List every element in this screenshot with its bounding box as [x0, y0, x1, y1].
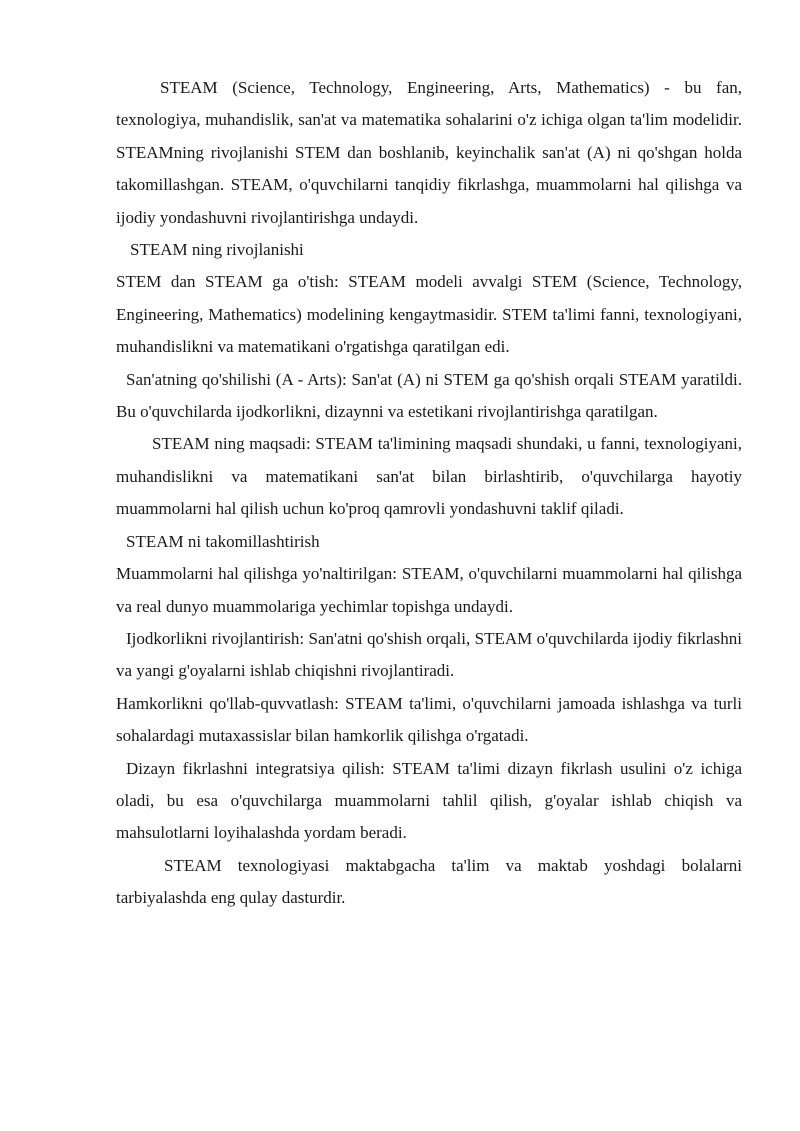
arts-addition-paragraph: San'atning qo'shilishi (A - Arts): San'at (A) ni STEM ga qo'shish orqali STEAM yaratildi. Bu o'quvchilarda ijodkorlikni, dizaynni va estetikani rivojlantirishga qaratilgan. [116, 369, 742, 422]
conclusion-paragraph: STEAM texnologiyasi maktabgacha ta'lim va maktab yoshdagi bolalarni tarbiyalashda eng qulay dasturdir. [116, 855, 742, 908]
document-page [116, 72, 742, 915]
collaboration-paragraph: Hamkorlikni qo'llab-quvvatlash: STEAM ta'limi, o'quvchilarni jamoada ishlashga va turli sohalardagi mutaxassislar bilan hamkorlik qilishga o'rgatadi. [116, 693, 742, 746]
design-thinking-paragraph: Dizayn fikrlashni integratsiya qilish: STEAM ta'limi dizayn fikrlash usulini o'z ichiga oladi, bu esa o'quvchilarga muammolarni tahlil qilish, g'oyalar ishlab chiqish va mahsulotlarni loyihalashda yordam beradi. [116, 758, 742, 843]
section-heading-development: STEAM ning rivojlanishi [130, 240, 304, 260]
problem-solving-paragraph: Muammolarni hal qilishga yo'naltirilgan: STEAM, o'quvchilarni muammolarni hal qilishga va real dunyo muammolariga yechimlar topishga undaydi. [116, 564, 742, 616]
intro-paragraph: STEAM (Science, Technology, Engineering, Arts, Mathematics) - bu fan, texnologiya, muhandislik, san'at va matematika sohalarini o'z ichiga olgan ta'lim modelidir. STEAMning rivojlanishi STEM dan boshlanib, keyinchalik san'at (A) ni qo'shgan holda takomillashgan. STEAM, o'quvchilarni tanqidiy fikrlashga, muammolarni hal qilishga va ijodiy yondashuvni rivojlantirishga undaydi. [116, 78, 742, 227]
steam-goal-paragraph: STEAM ning maqsadi: STEAM ta'limining maqsadi shundaki, u fanni, texnologiyani, muhandislikni va matematikani san'at bilan birlashtirib, o'quvchilarga hayotiy muammolarni hal qilish uchun ko'proq qamrovli yondashuvni taklif qiladi. [116, 434, 742, 519]
stem-to-steam-paragraph: STEM dan STEAM ga o'tish: STEAM modeli avvalgi STEM (Science, Technology, Engineering, Mathematics) modelining kengaytmasidir. STEM ta'limi fanni, texnologiyani, muhandislikni va matematikani o'rgatishga qaratilgan edi. [116, 272, 742, 357]
creativity-paragraph: Ijodkorlikni rivojlantirish: San'atni qo'shish orqali, STEAM o'quvchilarda ijodiy fikrlashni va yangi g'oyalarni ishlab chiqishni rivojlantiradi. [116, 628, 742, 681]
section-heading-improvement: STEAM ni takomillashtirish [126, 531, 320, 551]
